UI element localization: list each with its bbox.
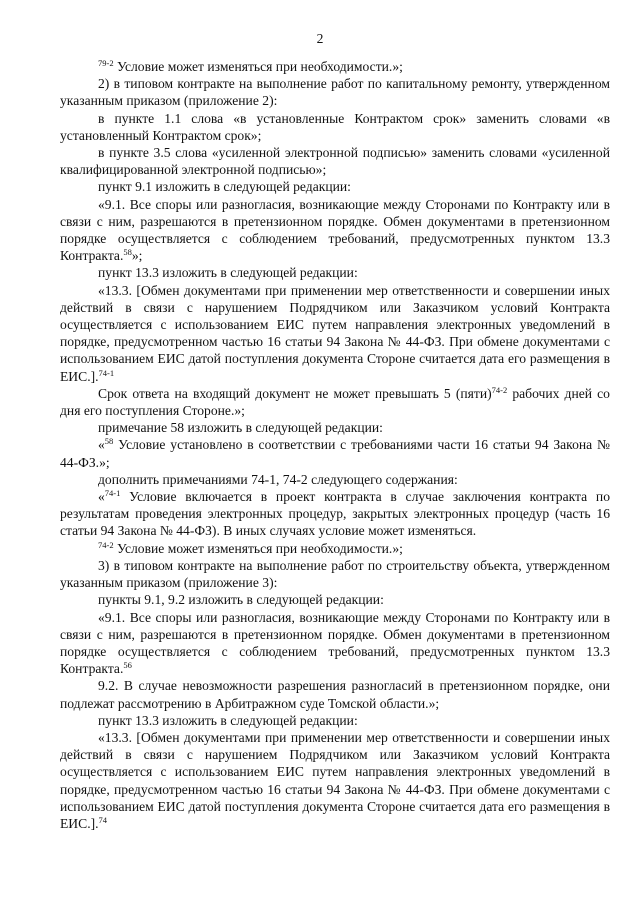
clause-1-1-change: в пункте 1.1 слова «в установленные Контрактом срок» заменить словами «в установленный Контрактом срок»; — [60, 110, 610, 143]
note-58-intro: примечание 58 изложить в следующей редакции: — [98, 420, 383, 436]
footnote-mark: 58 — [123, 247, 132, 258]
clause-13-3-intro-2: пункт 13.3 изложить в следующей редакции: — [98, 712, 358, 728]
clause-13-3-text: «13.3. [Обмен документами при применении мер ответственности и совершении иных действий в связи с нарушением Подрядчиком или Заказчиком условий Контракта осуществляется с использованием ЕИС путем направления электронных уведомлений в порядке, предусмотренном частью 16 статьи 94 Закона № 44-ФЗ. При обмене документами с использованием ЕИС датой поступления документа Стороне считается дата его размещения в ЕИС.].$^{74-1}$ — [60, 282, 610, 384]
footnote-mark: 74-1 — [104, 488, 121, 499]
page-number: 2 — [316, 31, 324, 46]
footnote-mark: 56 — [123, 660, 132, 671]
clause-9-1-text: «9.1. Все споры или разногласия, возникающие между Сторонами по Контракту или в связи с ним, разрешаются в претензионном порядке. Обмен документами в претензионном порядке осуществляется с соблюдением требований, предусмотренных пунктом 13.3 Контракта.$^{58}$»; — [60, 196, 610, 264]
clause-13-3-text-2: «13.3. [Обмен документами при применении мер ответственности и совершении иных действий в связи с нарушением Подрядчиком или Заказчиком условий Контракта осуществляется с использованием ЕИС путем направления электронных уведомлений в порядке, предусмотренном частью 16 статьи 94 Закона № 44-ФЗ. При обмене документами с использованием ЕИС датой поступления документа Стороне считается дата его размещения в ЕИС.].$^{74}$ — [60, 729, 610, 831]
clauses-9-1-9-2-intro: пункты 9.1, 9.2 изложить в следующей редакции: — [98, 592, 384, 608]
document-body — [60, 58, 610, 832]
footnote-mark: 79-2 — [98, 58, 114, 68]
footnote-mark: 74-2 — [491, 384, 508, 395]
note-74-1-text: «$^{74-1}$ Условие включается в проект контракта в случае заключения контракта по результатам проведения электронных процедур, закрытых электронных процедур (часть 16 статьи 94 Закона № 44-ФЗ). В иных случаях условие может изменяться. — [60, 488, 610, 539]
clause-9-2-text: 9.2. В случае невозможности разрешения разногласий в претензионном порядке, они подлежат рассмотрению в Арбитражном суде Томской области.»; — [60, 678, 610, 711]
item-3-heading: 3) в типовом контракте на выполнение работ по строительству объекта, утвержденном указанным приказом (приложение 3): — [60, 557, 610, 591]
footnote-mark: 74-1 — [98, 367, 115, 378]
note-58-text: «$^{58}$ Условие установлено в соответствии с требованиями части 16 статьи 94 Закона № 44-ФЗ.»; — [60, 436, 610, 470]
clause-13-3-intro: пункт 13.3 изложить в следующей редакции: — [98, 265, 358, 281]
item-2-heading: 2) в типовом контракте на выполнение работ по капитальному ремонту, утвержденном указанным приказом (приложение 2): — [60, 76, 610, 109]
clause-9-1-text-2: «9.1. Все споры или разногласия, возникающие между Сторонами по Контракту или в связи с ним, разрешаются в претензионном порядке. Обмен документами в претензионном порядке осуществляется с соблюдением требований, предусмотренных пунктом 13.3 Контракта.$^{56}$ — [60, 609, 610, 677]
notes-74-intro: дополнить примечаниями 74-1, 74-2 следующего содержания: — [98, 471, 458, 487]
footnote-79-2-condition: $^{79-2}$ Условие может изменяться при необходимости.»; — [98, 58, 403, 74]
response-term-text: Срок ответа на входящий документ не может превышать 5 (пяти)$^{74-2}$ рабочих дней со дня его поступления Стороне.»; — [60, 384, 610, 419]
note-74-2-text: $^{74-2}$ Условие может изменяться при необходимости.»; — [98, 539, 403, 556]
footnote-mark: 58 — [104, 436, 114, 447]
footnote-mark: 74-2 — [98, 539, 114, 550]
footnote-mark: 74 — [98, 814, 108, 825]
clause-9-1-intro: пункт 9.1 изложить в следующей редакции: — [98, 179, 351, 195]
clause-3-5-change: в пункте 3.5 слова «усиленной электронной подписью» заменить словами «усиленной квалифицированной электронной подписью»; — [60, 145, 610, 178]
